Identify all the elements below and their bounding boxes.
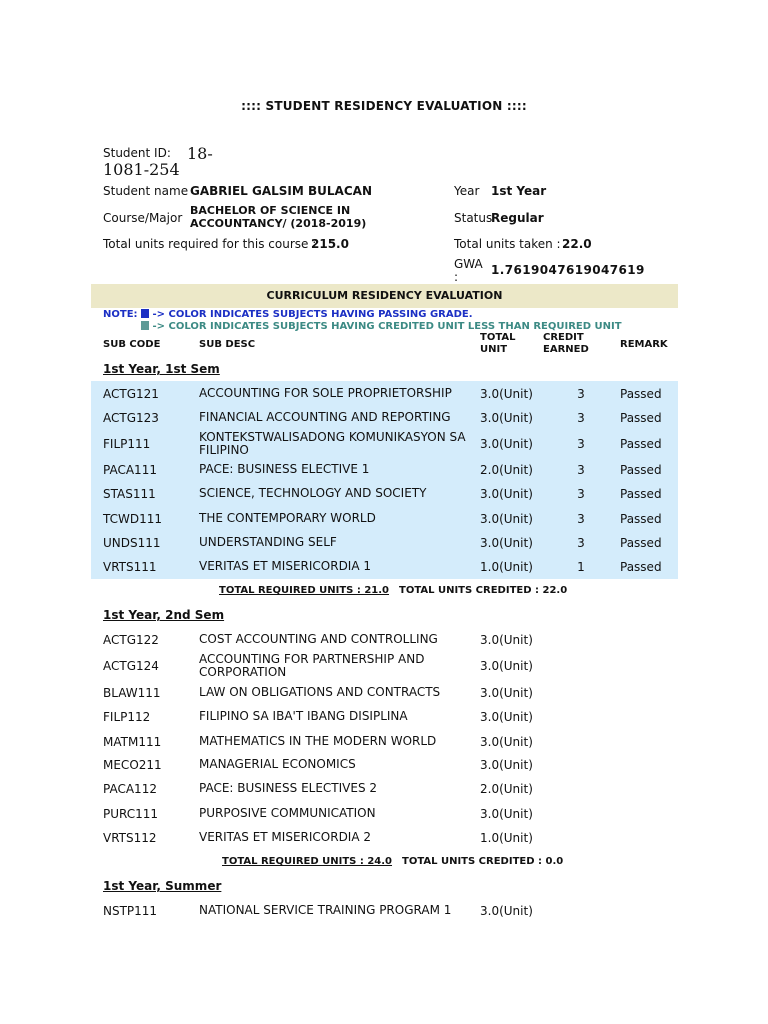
total-unit: 3.0(Unit) (480, 411, 533, 425)
sub-desc: FINANCIAL ACCOUNTING AND REPORTING (199, 410, 451, 424)
course-label: Course/Major (103, 211, 183, 225)
sub-desc: ACCOUNTING FOR SOLE PROPRIETORSHIP (199, 386, 452, 400)
header-total-unit: TOTAL UNIT (480, 332, 516, 355)
total-unit: 3.0(Unit) (480, 387, 533, 401)
remark: Passed (620, 487, 662, 501)
sub-code: VRTS111 (103, 560, 157, 574)
total-unit: 3.0(Unit) (480, 686, 533, 700)
sub-code: FILP112 (103, 710, 151, 724)
sub-code: PACA111 (103, 463, 157, 477)
section-title: 1st Year, Summer (103, 879, 222, 893)
remark: Passed (620, 560, 662, 574)
credit-earned: 1 (577, 560, 585, 574)
status-label: Status (454, 211, 493, 225)
sub-desc: FILIPINO SA IBA'T IBANG DISIPLINA (199, 709, 408, 723)
sub-code: ACTG121 (103, 387, 159, 401)
sub-code: FILP111 (103, 437, 151, 451)
units-required-value: 215.0 (311, 237, 349, 251)
sub-code: PACA112 (103, 782, 157, 796)
remark: Passed (620, 536, 662, 550)
student-name-label: Student name (103, 184, 189, 198)
note-passing-text: -> COLOR INDICATES SUBJECTS HAVING PASSING GRADE. (152, 309, 473, 320)
sub-code: MECO211 (103, 758, 162, 772)
credit-earned: 3 (577, 437, 585, 451)
credit-earned: 3 (577, 487, 585, 501)
sub-code: MATM111 (103, 735, 162, 749)
total-unit: 3.0(Unit) (480, 904, 533, 918)
total-unit: 3.0(Unit) (480, 807, 533, 821)
total-required-units: TOTAL REQUIRED UNITS : 21.0 (219, 585, 390, 596)
remark: Passed (620, 411, 662, 425)
sub-desc: NATIONAL SERVICE TRAINING PROGRAM 1 (199, 903, 452, 917)
units-taken-label: Total units taken : (454, 237, 561, 251)
remark: Passed (620, 512, 662, 526)
total-unit: 2.0(Unit) (480, 463, 533, 477)
passing-color-swatch (141, 309, 149, 318)
sub-desc: MATHEMATICS IN THE MODERN WORLD (199, 734, 437, 748)
header-sub-code: SUB CODE (103, 339, 161, 350)
gwa-label: GWA : (454, 257, 483, 284)
sub-desc: THE CONTEMPORARY WORLD (199, 511, 376, 525)
sub-code: BLAW111 (103, 686, 161, 700)
total-units-credited: TOTAL UNITS CREDITED : 0.0 (402, 856, 564, 867)
sub-code: PURC111 (103, 807, 159, 821)
credit-earned: 3 (577, 463, 585, 477)
sub-desc: MANAGERIAL ECONOMICS (199, 757, 356, 771)
sub-desc: COST ACCOUNTING AND CONTROLLING (199, 632, 438, 646)
units-taken-value: 22.0 (562, 237, 592, 251)
total-unit: 3.0(Unit) (480, 536, 533, 550)
sub-desc: SCIENCE, TECHNOLOGY AND SOCIETY (199, 486, 427, 500)
sub-desc: LAW ON OBLIGATIONS AND CONTRACTS (199, 685, 441, 699)
total-unit: 1.0(Unit) (480, 560, 533, 574)
remark: Passed (620, 437, 662, 451)
total-unit: 1.0(Unit) (480, 831, 533, 845)
note-prefix: NOTE: (103, 309, 138, 320)
total-unit: 3.0(Unit) (480, 437, 533, 451)
section-title: 1st Year, 1st Sem (103, 362, 220, 376)
total-unit: 3.0(Unit) (480, 735, 533, 749)
year-value: 1st Year (491, 184, 547, 198)
credit-earned: 3 (577, 387, 585, 401)
total-unit: 3.0(Unit) (480, 659, 533, 673)
sub-code: VRTS112 (103, 831, 157, 845)
sub-desc: PACE: BUSINESS ELECTIVE 1 (199, 462, 370, 476)
sub-desc: PACE: BUSINESS ELECTIVES 2 (199, 781, 378, 795)
total-unit: 2.0(Unit) (480, 782, 533, 796)
credit-earned: 3 (577, 411, 585, 425)
sub-code: ACTG124 (103, 659, 159, 673)
section-title: 1st Year, 2nd Sem (103, 608, 225, 622)
student-id-label: Student ID: (103, 146, 171, 160)
sub-code: NSTP111 (103, 904, 158, 918)
units-required-label: Total units required for this course : (103, 237, 317, 251)
total-required-units: TOTAL REQUIRED UNITS : 24.0 (222, 856, 393, 867)
remark: Passed (620, 387, 662, 401)
sub-desc: UNDERSTANDING SELF (199, 535, 337, 549)
credited-color-swatch (141, 321, 149, 330)
page-title: :::: STUDENT RESIDENCY EVALUATION :::: (241, 99, 527, 113)
curriculum-banner: CURRICULUM RESIDENCY EVALUATION (91, 284, 678, 308)
total-unit: 3.0(Unit) (480, 710, 533, 724)
sub-code: ACTG122 (103, 633, 159, 647)
total-unit: 3.0(Unit) (480, 487, 533, 501)
student-name-value: GABRIEL GALSIM BULACAN (190, 184, 372, 198)
sub-desc: VERITAS ET MISERICORDIA 2 (199, 830, 372, 844)
total-unit: 3.0(Unit) (480, 633, 533, 647)
header-credit-earned: CREDIT EARNED (543, 332, 589, 355)
total-unit: 3.0(Unit) (480, 758, 533, 772)
total-unit: 3.0(Unit) (480, 512, 533, 526)
student-id-value: 18-1081-254 (103, 144, 213, 179)
sub-desc: VERITAS ET MISERICORDIA 1 (199, 559, 372, 573)
total-units-credited: TOTAL UNITS CREDITED : 22.0 (399, 585, 568, 596)
note-credited-text: -> COLOR INDICATES SUBJECTS HAVING CREDITED UNIT LESS THAN REQUIRED UNIT (152, 321, 622, 332)
credit-earned: 3 (577, 536, 585, 550)
sub-code: TCWD111 (103, 512, 163, 526)
status-value: Regular (491, 211, 544, 225)
sub-desc: KONTEKSTWALISADONG KOMUNIKASYON SA FILIPINO (199, 430, 466, 457)
course-value: BACHELOR OF SCIENCE IN ACCOUNTANCY/ (2018-2019) (190, 204, 367, 230)
header-sub-desc: SUB DESC (199, 339, 256, 350)
sub-code: UNDS111 (103, 536, 161, 550)
credit-earned: 3 (577, 512, 585, 526)
sub-code: ACTG123 (103, 411, 159, 425)
remark: Passed (620, 463, 662, 477)
year-label: Year (454, 184, 480, 198)
sub-desc: ACCOUNTING FOR PARTNERSHIP AND CORPORATION (199, 652, 425, 679)
header-remark: REMARK (620, 339, 668, 350)
sub-code: STAS111 (103, 487, 156, 501)
gwa-value: 1.7619047619047619 (491, 263, 645, 277)
sub-desc: PURPOSIVE COMMUNICATION (199, 806, 376, 820)
